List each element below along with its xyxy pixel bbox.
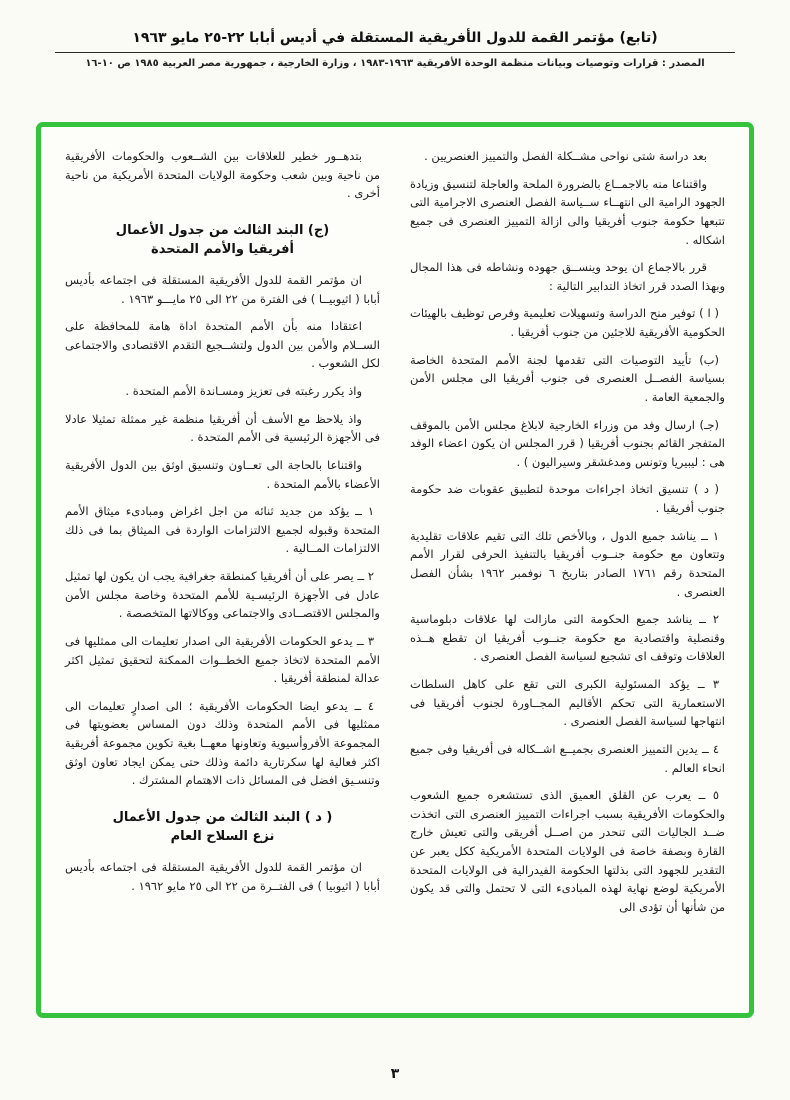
paragraph: قرر بالاجماع ان يوحد وينســق جهوده ونشاطه فى هذا المجال وبهذا الصدد قرر اتخاذ التدابير التالية : bbox=[410, 260, 725, 293]
page-number: ٣ bbox=[390, 1066, 400, 1082]
numbered-item: ٣ ــ يؤكد المسئولية الكبرى التى تقع على كاهل السلطات الاستعمارية التى تحكم الأقاليم المجــاورة لجنوب أفريقيا فى انتهاجها لسياسة الفصل العنصرى . bbox=[410, 677, 725, 729]
header-divider bbox=[55, 52, 734, 53]
section-heading-d: ( د ) البند الثالث من جدول الأعمال bbox=[112, 809, 333, 825]
column-left bbox=[65, 147, 380, 997]
numbered-item: ٤ ــ يدعو ايضا الحكومات الأفريقية ؛ الى اصدارٍ تعليمات الى ممثليها فى الأمم المتحدة وذلك دون المساس بعضويتها فى المجموعة الأفروأسيوية وتعاونها معهــا بغية تكوين مجموعة أفريقية اكثر فعالية لها سكرتارية دائمة وذلك حتى يمكن ايجاد تعاون اوثق وتنسـيق افضل فى المسائل ذات الاهتمام المشترك . bbox=[65, 698, 380, 788]
section-subheading-d: نزع السلاح العام bbox=[170, 828, 275, 844]
list-item: ( ا ) توفير منح الدراسة وتسهيلات تعليمية وفرص توظيف بالهيئات الحكومية الأفريقية للاجئين من جنوب أفريقيا . bbox=[410, 306, 725, 339]
document-source: المصدر : قرارات وتوصيات وبيانات منظمة الوحدة الأفريقية ١٩٦٣-١٩٨٣ ، وزارة الخارجية ، جمهورية مصر العربية ١٩٨٥ ص ١٠-١٦ bbox=[85, 58, 705, 69]
paragraph: ان مؤتمر القمة للدول الأفريقية المستقلة فى اجتماعه بأديس أبابا ( اثيوبيا ) فى الفتــرة من ٢٢ الى ٢٥ مايو ١٩٦٢ . bbox=[65, 859, 380, 893]
column-right bbox=[410, 147, 725, 997]
list-item: (جـ) ارسال وفد من وزراء الخارجية لابلاغ مجلس الأمن بالموقف المتفجر القائم بجنوب أفريقيا ( قرر المجلس ان يكون اعضاء الوفد هى : ليبيريا وتونس ومدغشقر وسيراليون ) . bbox=[410, 417, 725, 469]
document-title: (تابع) مؤتمر القمة للدول الأفريقية المستقلة في أديس أبابا ٢٢-٢٥ مايو ١٩٦٣ bbox=[132, 30, 658, 46]
numbered-item: ٢ ــ يصر على أن أفريقيا كمنطقة جغرافية يجب ان يكون لها تمثيل عادل فى الأجهزة الرئيسـية للأمم المتحدة وخاصة مجلس الأمن والمجلس الاقتصــادى والاجتماعى ووكالاتها المتخصصة . bbox=[65, 569, 380, 621]
paragraph: واقتناعا منه بالاجمــاع بالضرورة الملحة والعاجلة لتنسيق وزيادة الجهود الرامية الى انتهــاء ســياسة الفصل العنصرى الاجرامية التى تتبعها حكومة جنوب أفريقيا والى ازالة التمييز العنصرى فى جميع اشكاله . bbox=[410, 176, 725, 247]
paragraph: واذ يكرر رغبته فى تعزيز ومسـاندة الأمم المتحدة . bbox=[125, 384, 362, 398]
paragraph: واقتناعا بالحاجة الى تعــاون وتنسيق اوثق بين الدول الأفريقية الأعضاء بالأمم المتحدة . bbox=[65, 457, 380, 491]
content-frame bbox=[36, 122, 754, 1018]
paragraph: ان مؤتمر القمة للدول الأفريقية المستقلة فى اجتماعه بأديس أبابا ( اثيوبيــا ) فى الفترة من ٢٢ الى ٢٥ مايـــو ١٩٦٣ . bbox=[65, 272, 380, 306]
numbered-item: ١ ــ يؤكد من جديد ثنائه من اجل اغراض ومبادىء ميثاق الأمم المتحدة وقبوله لجميع الالتزامات الواردة فى الميثاق بما فى ذلك الالتزامات المــالية . bbox=[65, 504, 380, 556]
section-heading-c: (ج) البند الثالث من جدول الأعمال bbox=[115, 222, 330, 238]
paragraph: بعد دراسة شتى نواحى مشــكلة الفصل والتمييز العنصريين . bbox=[424, 149, 707, 163]
numbered-item: ١ ــ يناشد جميع الدول ، وبالأخص تلك التى تقيم علاقات تقليدية وتتعاون مع حكومة جنــوب أفريقيا بالتنفيذ الحرفى لقرار الأمم المتحدة رقم ١٧٦١ الصادر بتاريخ ٦ نوفمبر ١٩٦٢ بشأن الفصل العنصرى . bbox=[410, 528, 725, 599]
paragraph: واذ يلاحظ مع الأسف أن أفريقيا منظمة غير ممثلة تمثيلا عادلا فى الأجهزة الرئيسية فى الأمم المتحدة . bbox=[65, 411, 380, 445]
numbered-item: ٢ ــ يناشد جميع الحكومة التى مازالت لها علاقات دبلوماسية وقنصلية واقتصادية مع حكومة جنــوب أفريقيا ان تقطع هــذه العلاقات وتوقف اى تشجيع لسياسة الفصل العنصرى . bbox=[410, 612, 725, 664]
list-item: (ب) تأييد التوصيات التى تقدمها لجنة الأمم المتحدة الخاصة بسياسة الفصــل العنصرى فى جنوب أفريقيا الى مجلس الأمن والجمعية العامة . bbox=[410, 352, 725, 404]
numbered-item: ٤ ــ يدين التمييز العنصرى بجميــع اشــكاله فى أفريقيا وفى جميع انحاء العالم . bbox=[410, 741, 725, 775]
section-subheading-c: أفريقيا والأمم المتحدة bbox=[151, 241, 294, 257]
paragraph: بتدهــور خطير للعلاقات بين الشــعوب والحكومات الأفريقية من ناحية وبين شعب وحكومة الولايات المتحدة الأمريكية من ناحية أخرى . bbox=[65, 149, 380, 201]
numbered-item: ٣ ــ يدعو الحكومات الأفريقية الى اصدار تعليمات الى ممثليها فى الأمم المتحدة لاتخاذ جميع الخطــوات الممكنة لتحقيق تمثيل اكثر عدالة لمنطقة أفريقيا . bbox=[65, 633, 380, 686]
list-item: ( د ) تنسيق اتخاذ اجراءات موحدة لتطبيق عقوبات ضد حكومة جنوب أفريقيا . bbox=[410, 482, 725, 515]
numbered-item: ٥ ــ يعرب عن القلق العميق الذى تستشعره جميع الشعوب والحكومات الأفريقية بسبب اجراءات التمييز العنصرى التى اتخذت ضــد الجاليات التى تنحدر من اصــل أفريقى والتى تعيش خارج القارة وبصفة خاصة فى الولايات المتحدة الأمريكية ككل يعبر عن التقدير للجهود التى بذلتها الحكومة الفيدرالية فى الولايات المتحدة الأمريكية لوضع نهاية لهذه المبادىء التى لا تحتمل والتى قد يكون من شأنها أن تؤدى الى bbox=[410, 788, 725, 914]
paragraph: اعتقادا منه بأن الأمم المتحدة اداة هامة للمحافظة على الســلام والأمن بين الدول ولتشــجيع التقدم الاقتصادى والاجتماعى لكل الشعوب . bbox=[65, 319, 380, 371]
document-header bbox=[0, 0, 790, 69]
